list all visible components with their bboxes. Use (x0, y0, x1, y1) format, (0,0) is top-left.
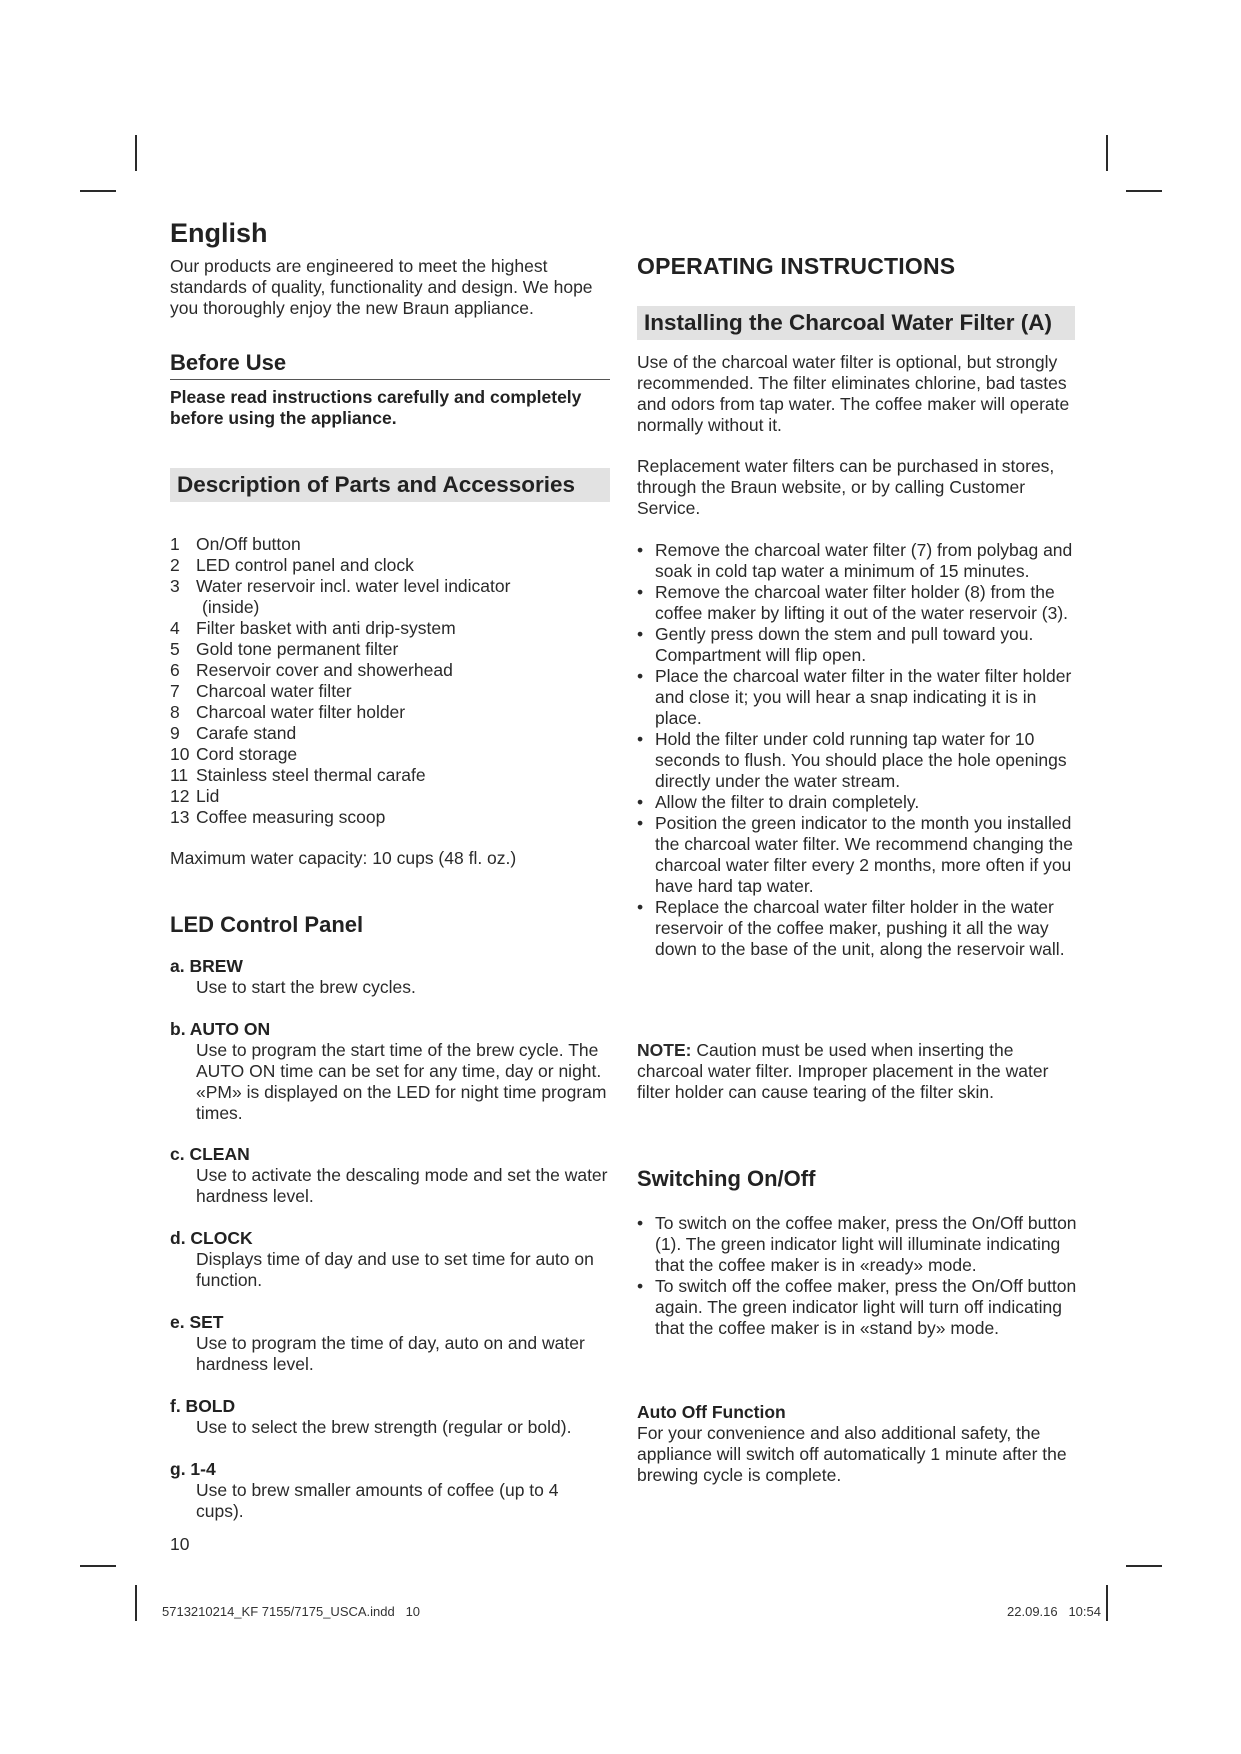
led-item-head: g. 1-4 (170, 1459, 216, 1479)
list-item: 13 Coffee measuring scoop (170, 807, 386, 827)
page-number: 10 (170, 1534, 190, 1554)
list-item: • Position the green indicator to the month you installed the charcoal water filter. We recommend changing the charcoal water filter every 2 months, more often if you have hard tap water. (637, 813, 1077, 897)
list-item: • Gently press down the stem and pull toward you. Compartment will flip open. (637, 624, 1077, 666)
crop-mark (135, 135, 137, 171)
led-item-clean (170, 1144, 610, 1207)
divider (170, 379, 610, 380)
footer-file: 5713210214_KF 7155/7175_USCA.indd 10 (162, 1604, 421, 1619)
list-item: 9 Carafe stand (170, 723, 297, 743)
language-title: English (170, 218, 268, 248)
list-item: 7 Charcoal water filter (170, 681, 352, 701)
led-item-desc: Use to brew smaller amounts of coffee (up to 4 cups). (196, 1480, 559, 1521)
led-item-brew (170, 956, 610, 998)
led-panel-title: LED Control Panel (170, 912, 364, 937)
filter-steps (637, 540, 1077, 960)
list-item: • Remove the charcoal water filter (7) from polybag and soak in cold tap water a minimum of 15 minutes. (637, 540, 1077, 582)
led-item-desc: Use to program the time of day, auto on and water hardness level. (196, 1333, 585, 1374)
filter-replacement: Replacement water filters can be purchased in stores, through the Braun website, or by calling Customer Service. (637, 456, 1055, 518)
led-item-head: e. SET (170, 1312, 224, 1332)
auto-off-title: Auto Off Function (637, 1402, 786, 1422)
footer-date: 22.09.16 10:54 (1007, 1604, 1101, 1619)
list-item: • To switch on the coffee maker, press the On/Off button (1). The green indicator light will illuminate indicating that the coffee maker is in «ready» mode. (637, 1213, 1077, 1276)
note-label: NOTE: (637, 1040, 692, 1060)
auto-off-text: For your convenience and also additional safety, the appliance will switch off automatically 1 minute after the brewing cycle is complete. (637, 1423, 1067, 1485)
note-text: Caution must be used when inserting the charcoal water filter. Improper placement in the water filter holder can cause tearing of the filter skin. (637, 1040, 1049, 1102)
list-item: 2 LED control panel and clock (170, 555, 414, 575)
list-item: 12 Lid (170, 786, 220, 806)
led-item-desc: Use to activate the descaling mode and set the water hardness level. (196, 1165, 608, 1206)
list-item: • Allow the filter to drain completely. (637, 792, 1077, 813)
before-use-title: Before Use (170, 350, 287, 375)
list-item: 5 Gold tone permanent filter (170, 639, 399, 659)
led-item-bold (170, 1396, 610, 1438)
list-item: • Hold the filter under cold running tap water for 10 seconds to flush. You should place the hole openings directly under the water stream. (637, 729, 1077, 792)
led-item-head: b. AUTO ON (170, 1019, 271, 1039)
crop-mark (135, 1585, 137, 1621)
switching-steps (637, 1213, 1077, 1339)
led-item-desc: Use to select the brew strength (regular or bold). (196, 1417, 572, 1437)
filter-note (637, 1040, 1077, 1103)
parts-title: Description of Parts and Accessories (170, 468, 610, 502)
led-item-clock (170, 1228, 610, 1291)
parts-list (170, 534, 610, 828)
led-item-head: c. CLEAN (170, 1144, 250, 1164)
list-item: • To switch off the coffee maker, press the On/Off button again. The green indicator light will turn off indicating that the coffee maker is in «stand by» mode. (637, 1276, 1077, 1339)
operating-title: OPERATING INSTRUCTIONS (637, 253, 956, 279)
list-item: (inside) (202, 597, 260, 617)
led-item-head: a. BREW (170, 956, 243, 976)
crop-mark (80, 1565, 116, 1567)
led-item-head: f. BOLD (170, 1396, 236, 1416)
crop-mark (1106, 135, 1108, 171)
filter-title: Installing the Charcoal Water Filter (A) (637, 306, 1075, 340)
intro-text: Our products are engineered to meet the highest standards of quality, functionality and design. We hope you thoroughly enjoy the new Braun appliance. (170, 256, 593, 318)
list-item: 11 Stainless steel thermal carafe (170, 765, 426, 785)
capacity-text: Maximum water capacity: 10 cups (48 fl. oz.) (170, 848, 517, 868)
list-item: 6 Reservoir cover and showerhead (170, 660, 453, 680)
list-item: • Replace the charcoal water filter holder in the water reservoir of the coffee maker, pushing it all the way down to the base of the unit, along the reservoir wall. (637, 897, 1077, 960)
list-item: 3 Water reservoir incl. water level indicator (170, 576, 511, 596)
list-item: 8 Charcoal water filter holder (170, 702, 406, 722)
filter-intro: Use of the charcoal water filter is optional, but strongly recommended. The filter eliminates chlorine, bad tastes and odors from tap water. The coffee maker will operate normally without it. (637, 352, 1070, 435)
list-item: • Remove the charcoal water filter holder (8) from the coffee maker by lifting it out of the water reservoir (3). (637, 582, 1077, 624)
before-use-warning: Please read instructions carefully and completely before using the appliance. (170, 387, 582, 428)
list-item: • Place the charcoal water filter in the water filter holder and close it; you will hear a snap indicating it is in place. (637, 666, 1077, 729)
crop-mark (1126, 190, 1162, 192)
led-item-desc: Use to start the brew cycles. (196, 977, 416, 997)
list-item: 4 Filter basket with anti drip-system (170, 618, 456, 638)
crop-mark (1106, 1585, 1108, 1621)
switching-title: Switching On/Off (637, 1166, 816, 1191)
crop-mark (80, 190, 116, 192)
led-item-desc: Displays time of day and use to set time for auto on function. (196, 1249, 594, 1290)
led-item-set (170, 1312, 610, 1375)
list-item: 10 Cord storage (170, 744, 298, 764)
crop-mark (1126, 1565, 1162, 1567)
led-item-auto-on (170, 1019, 610, 1124)
led-item-desc: Use to program the start time of the brew cycle. The AUTO ON time can be set for any time, day or night. «PM» is displayed on the LED for night time program times. (196, 1040, 607, 1123)
led-item-head: d. CLOCK (170, 1228, 253, 1248)
led-item-1-4 (170, 1459, 610, 1522)
list-item: 1 On/Off button (170, 534, 301, 554)
